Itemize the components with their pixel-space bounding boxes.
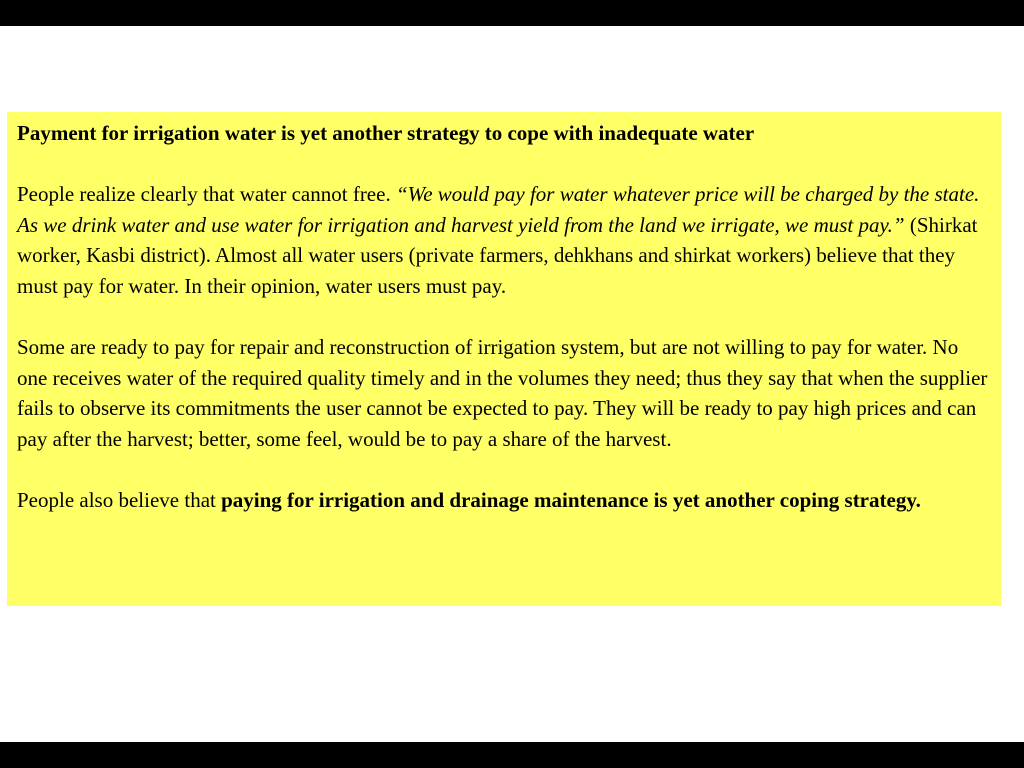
slide (0, 26, 1024, 742)
paragraph-1-rest: (Shirkat worker, Kasbi district). Almost all water users (private farmers, dehkhans and shirkat workers) believe that they must pay for water. In their opinion, water users must pay. (17, 212, 978, 298)
top-frame-bar (0, 0, 1024, 26)
bottom-frame-bar (0, 742, 1024, 768)
heading-text: Payment for irrigation water is yet another strategy to cope with inadequate water (17, 121, 755, 145)
paragraph-3-emphasis: paying for irrigation and drainage maintenance is yet another coping strategy. (221, 488, 921, 513)
paragraph-1-intro: People realize clearly that water cannot free. (17, 182, 396, 207)
heading (17, 118, 993, 149)
paragraph-3 (17, 485, 993, 516)
paragraph-1 (17, 179, 993, 301)
worker-quote: “We would pay for water whatever price will be charged by the state. As we drink water and use water for irrigation and harvest yield from the land we irrigate, we must pay.” (17, 182, 980, 237)
text-box (7, 112, 1001, 606)
paragraph-2 (17, 332, 993, 454)
paragraph-3-intro: People also believe that (17, 488, 222, 513)
paragraph-2-text: Some are ready to pay for repair and reconstruction of irrigation system, but are not willing to pay for water. No one receives water of the required quality timely and in the volumes they need; thus they say that when the supplier fails to observe its commitments the user cannot be expected to pay. They will be ready to pay high prices and can pay after the harvest; better, some feel, would be to pay a share of the harvest. (17, 335, 988, 451)
